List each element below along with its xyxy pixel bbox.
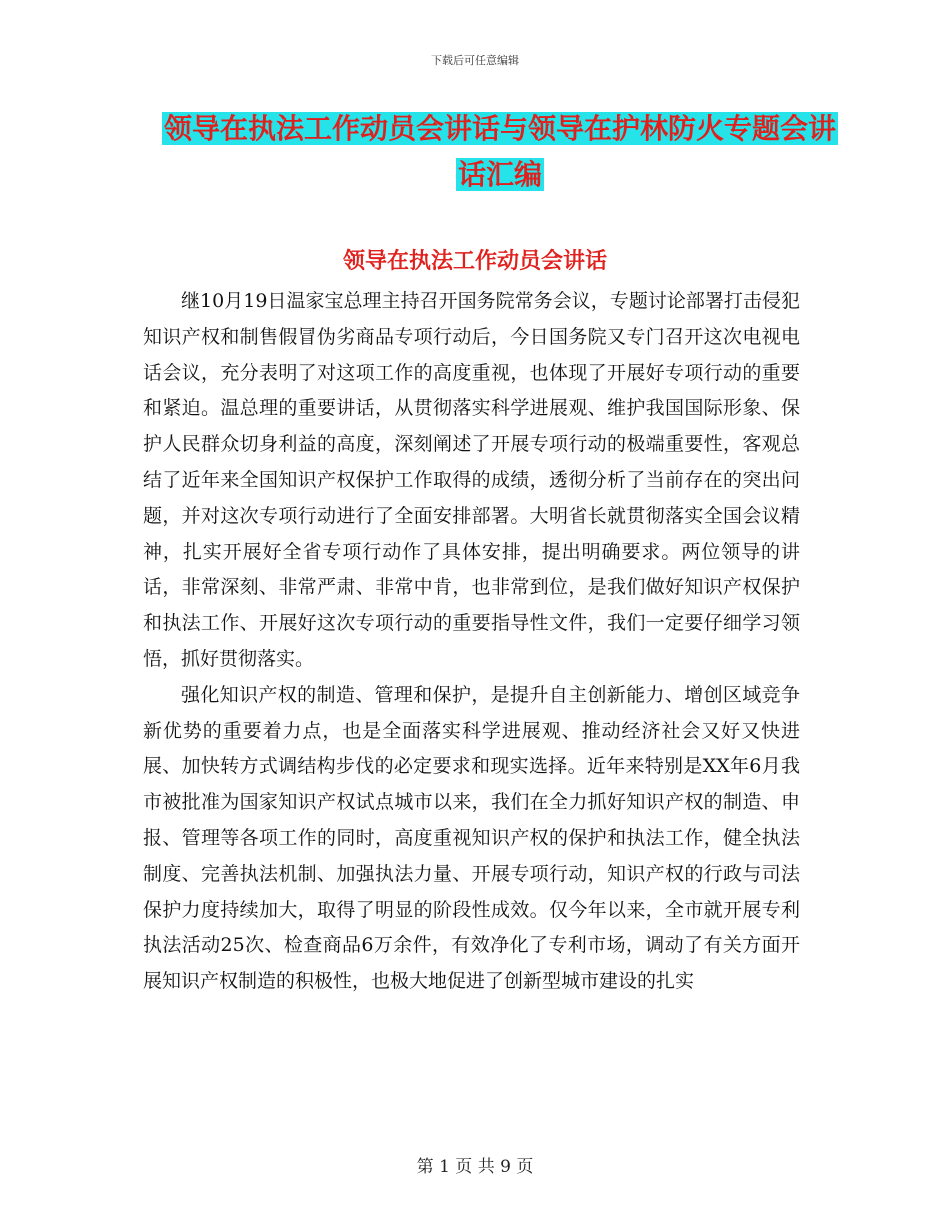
paragraph-1: 继10月19日温家宝总理主持召开国务院常务会议，专题讨论部署打击侵犯知识产权和制售假冒伪劣商品专项行动后，今日国务院又专门召开这次电视电话会议，充分表明了对这项工作的高度重视，也体现了开展好专项行动的重要和紧迫。温总理的重要讲话，从贯彻落实科学进展观、维护我国国际形象、保护人民群众切身利益的高度，深刻阐述了开展专项行动的极端重要性，客观总结了近年来全国知识产权保护工作取得的成绩，透彻分析了当前存在的突出问题，并对这次专项行动进行了全面安排部署。大明省长就贯彻落实全国会议精神，扎实开展好全省专项行动作了具体安排，提出明确要求。两位领导的讲话，非常深刻、非常严肃、非常中肯，也非常到位，是我们做好知识产权保护和执法工作、开展好这次专项行动的重要指导性文件，我们一定要仔细学习领悟，抓好贯彻落实。 bbox=[143, 290, 800, 670]
section-title: 领导在执法工作动员会讲话 bbox=[342, 248, 607, 274]
main-title-text: 领导在执法工作动员会讲话与领导在护林防火专题会讲话汇编 bbox=[163, 112, 836, 191]
page-number: 第 1 页 共 9 页 bbox=[416, 1157, 534, 1177]
paragraph-2: 强化知识产权的制造、管理和保护，是提升自主创新能力、增创区域竞争新优势的重要着力点，也是全面落实科学进展观、推动经济社会又好又快进展、加快转方式调结构步伐的必定要求和现实选择。近年来特别是XX年6月我市被批准为国家知识产权试点城市以来，我们在全力抓好知识产权的制造、申报、管理等各项工作的同时，高度重视知识产权的保护和执法工作，健全执法制度、完善执法机制、加强执法力量、开展专项行动，知识产权的行政与司法保护力度持续加大，取得了明显的阶段性成效。仅今年以来，全市就开展专利执法活动25次、检查商品6万余件，有效净化了专利市场，调动了有关方面开展知识产权制造的积极性，也极大地促进了创新型城市建设的扎实 bbox=[143, 683, 800, 993]
document-body bbox=[143, 284, 800, 1000]
page-header bbox=[0, 52, 950, 68]
document-main-title bbox=[150, 106, 850, 198]
page-footer bbox=[0, 1152, 950, 1177]
header-text: 下载后可任意编辑 bbox=[431, 54, 519, 67]
